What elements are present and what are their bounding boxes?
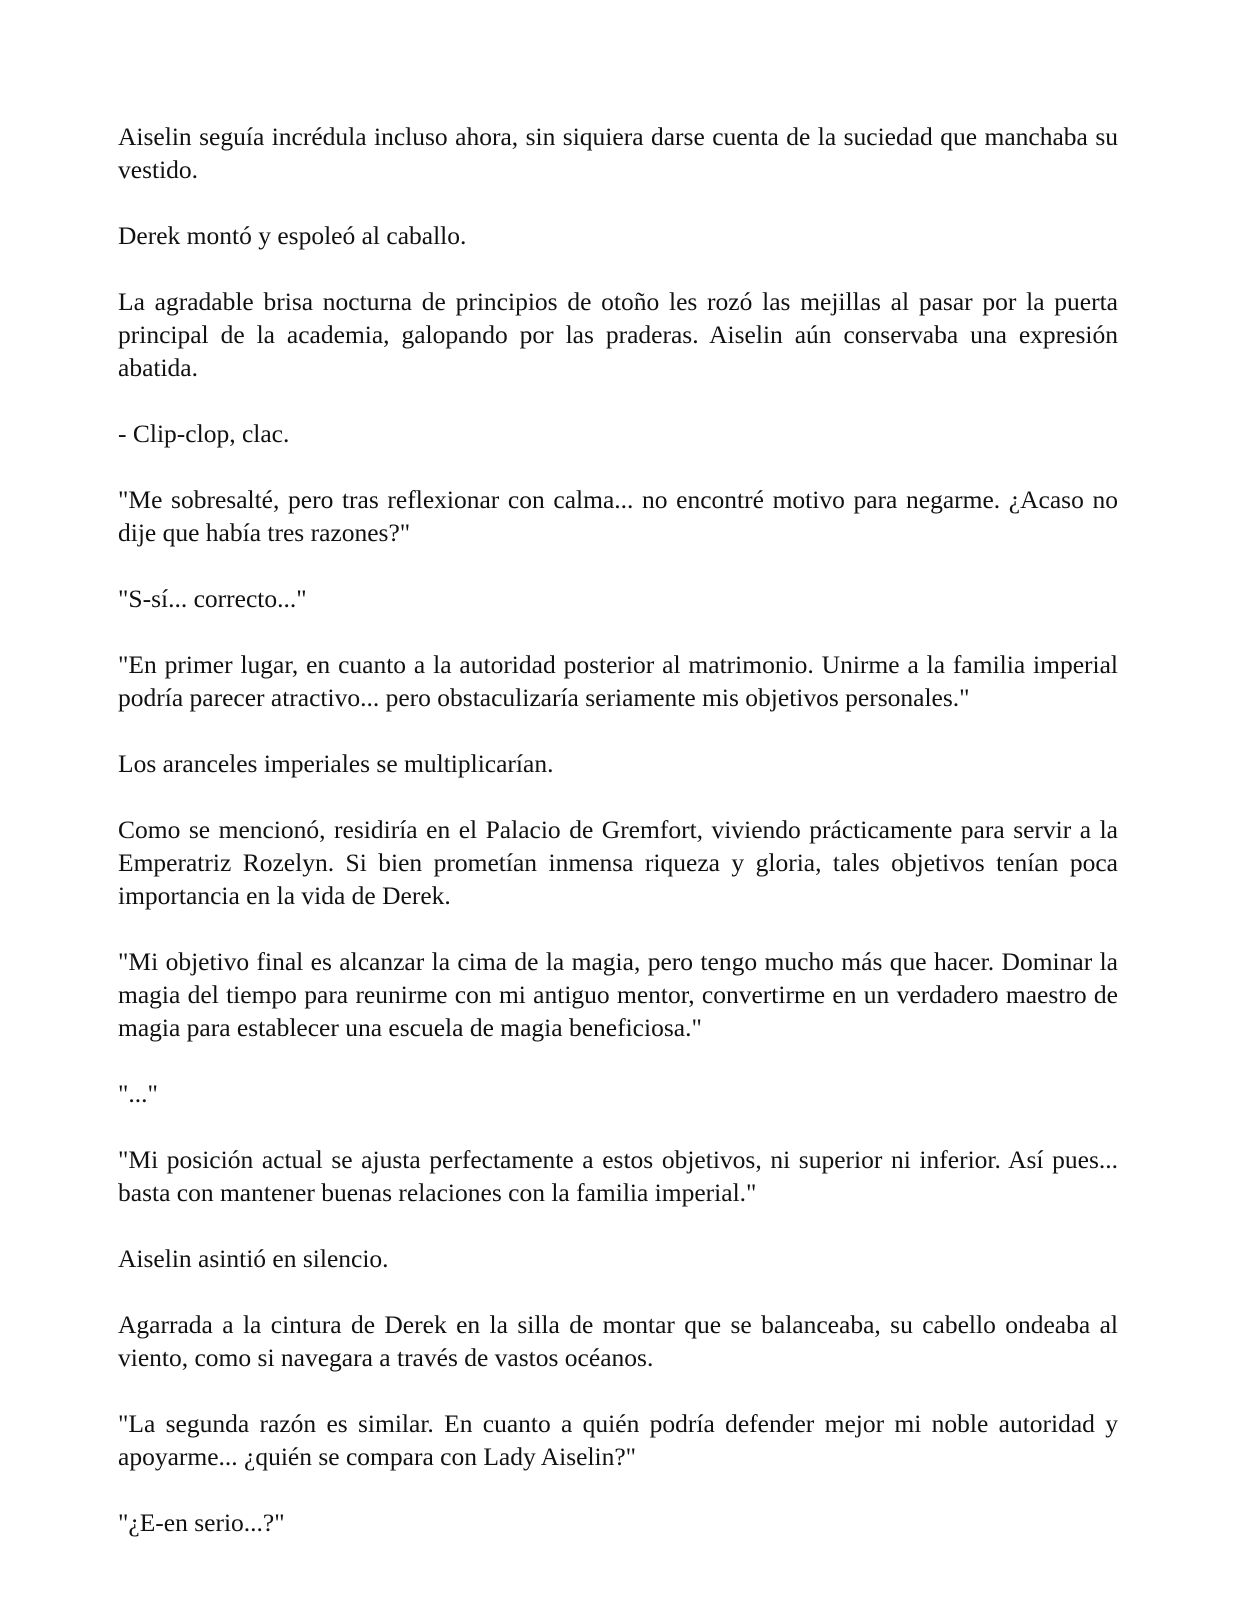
paragraph-15: "La segunda razón es similar. En cuanto a quién podría defender mejor mi noble autoridad y apoyarme... ¿quién se compara con Lady Aiselin?"	[118, 1409, 1118, 1471]
paragraph-11: "..."	[118, 1079, 158, 1108]
paragraph-14: Agarrada a la cintura de Derek en la silla de montar que se balanceaba, su cabello ondeaba al viento, como si navegara a través de vastos océanos.	[118, 1310, 1118, 1372]
paragraph-4: - Clip-clop, clac.	[118, 419, 290, 448]
paragraph-3: La agradable brisa nocturna de principios de otoño les rozó las mejillas al pasar por la puerta principal de la academia, galopando por las praderas. Aiselin aún conservaba una expresión abatida.	[118, 287, 1118, 382]
paragraph-1: Aiselin seguía incrédula incluso ahora, sin siquiera darse cuenta de la suciedad que manchaba su vestido.	[118, 122, 1118, 184]
paragraph-7: "En primer lugar, en cuanto a la autoridad posterior al matrimonio. Unirme a la familia imperial podría parecer atractivo... pero obstaculizaría seriamente mis objetivos personales."	[118, 650, 1118, 712]
paragraph-13: Aiselin asintió en silencio.	[118, 1244, 389, 1273]
paragraph-5: "Me sobresalté, pero tras reflexionar con calma... no encontré motivo para negarme. ¿Acaso no dije que había tres razones?"	[118, 485, 1118, 547]
paragraph-9: Como se mencionó, residiría en el Palacio de Gremfort, viviendo prácticamente para servir a la Emperatriz Rozelyn. Si bien prometían inmensa riqueza y gloria, tales objetivos tenían poca importancia en la vida de Derek.	[118, 815, 1118, 910]
paragraph-8: Los aranceles imperiales se multiplicarían.	[118, 749, 554, 778]
paragraph-10: "Mi objetivo final es alcanzar la cima de la magia, pero tengo mucho más que hacer. Dominar la magia del tiempo para reunirme con mi antiguo mentor, convertirme en un verdadero maestro de magia para establecer una escuela de magia beneficiosa."	[118, 947, 1118, 1042]
paragraph-6: "S-sí... correcto..."	[118, 584, 307, 613]
paragraph-16: "¿E-en serio...?"	[118, 1508, 285, 1537]
paragraph-2: Derek montó y espoleó al caballo.	[118, 221, 467, 250]
document-page	[118, 120, 1118, 1572]
paragraph-12: "Mi posición actual se ajusta perfectamente a estos objetivos, ni superior ni inferior. Así pues... basta con mantener buenas relaciones con la familia imperial."	[118, 1145, 1118, 1207]
